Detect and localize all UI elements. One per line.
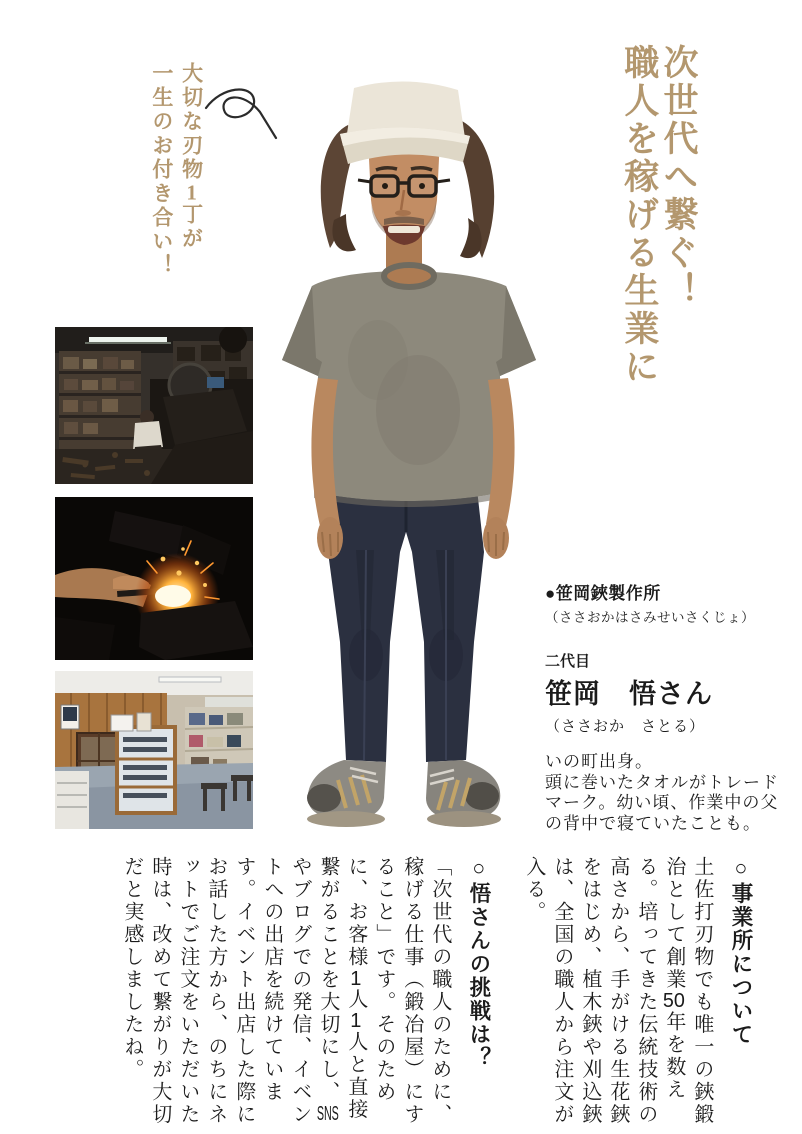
articles bbox=[92, 856, 756, 1132]
workshop-interior-image bbox=[55, 327, 253, 484]
photo-forging-sparks bbox=[55, 497, 253, 660]
text-segment: 人 bbox=[344, 988, 367, 1011]
person-name-kana: （ささおか さとる） bbox=[545, 718, 706, 735]
catch-line2 bbox=[146, 62, 176, 322]
company-name: ●笹岡鋏製作所 bbox=[545, 584, 661, 603]
profile-block bbox=[545, 579, 785, 834]
article-section-0 bbox=[520, 856, 756, 1132]
article-section-1 bbox=[118, 856, 494, 1132]
catch-copy bbox=[146, 62, 206, 322]
article-body bbox=[520, 856, 716, 1132]
bio-line1: いの町出身。 bbox=[545, 752, 653, 771]
portrait-craftsman bbox=[278, 80, 548, 832]
shop-interior-image bbox=[55, 671, 253, 829]
text-segment: 人と直接繋がることを大切にし、 bbox=[316, 856, 367, 1121]
text-segment: 1 bbox=[350, 968, 362, 989]
article-heading: ○悟さんの挑戦は？ bbox=[466, 856, 491, 1070]
text-segment: 丁が bbox=[179, 203, 204, 251]
photo-workshop-interior bbox=[55, 327, 253, 484]
text-segment: 土佐打刃物でも唯一の鋏鍛治として創業 bbox=[662, 856, 713, 1126]
swirl-doodle bbox=[200, 82, 286, 154]
text-segment: 「次世代の職人のために、稼げる仕事（鍛冶屋）にすること」です。そのために、お客様 bbox=[344, 856, 451, 1126]
text-segment: 1 bbox=[186, 182, 197, 203]
page-title bbox=[620, 44, 698, 464]
article-heading: ○事業所について bbox=[729, 856, 753, 1047]
person-name: 笹岡 悟さん bbox=[545, 679, 713, 709]
text-segment: 1 bbox=[350, 1011, 362, 1031]
forging-sparks-image bbox=[55, 497, 253, 660]
bio-line2: 頭に巻いたタオルがトレードマーク。幼い頃、作業中の父の背中で寝ていたことも。 bbox=[545, 772, 779, 833]
text-segment: 50 bbox=[662, 991, 685, 1011]
company-name-kana: （ささおかはさみせいさくじょ） bbox=[545, 610, 755, 625]
photo-shop-interior bbox=[55, 671, 253, 829]
page-title-line2: 職人を稼げる生業に bbox=[619, 44, 659, 386]
generation-label: 二代目 bbox=[545, 653, 591, 670]
article-body bbox=[118, 856, 454, 1132]
text-segment: 年を数える。培ってきた伝統技術の高さから、手がける生花鋏をはじめ、植木鋏や刈込鋏は、全国の職人から注文が入る。 bbox=[522, 856, 685, 1126]
text-segment: 大切な刃物 bbox=[179, 62, 204, 182]
text-segment: SNS bbox=[316, 1103, 339, 1124]
text-segment: 一生のお付き合い！ bbox=[149, 62, 174, 278]
craftsman-cutout-image bbox=[278, 80, 548, 832]
page-title-line1: 次世代へ繋ぐ！ bbox=[659, 44, 698, 310]
text-segment: やブログでの発信、イベントへの出店を続けています。イベント出店した際にお話した方から、のちにネットでご注文をいただいた時は、改めて繋がりが大切だと実感しましたね。 bbox=[120, 856, 311, 1126]
